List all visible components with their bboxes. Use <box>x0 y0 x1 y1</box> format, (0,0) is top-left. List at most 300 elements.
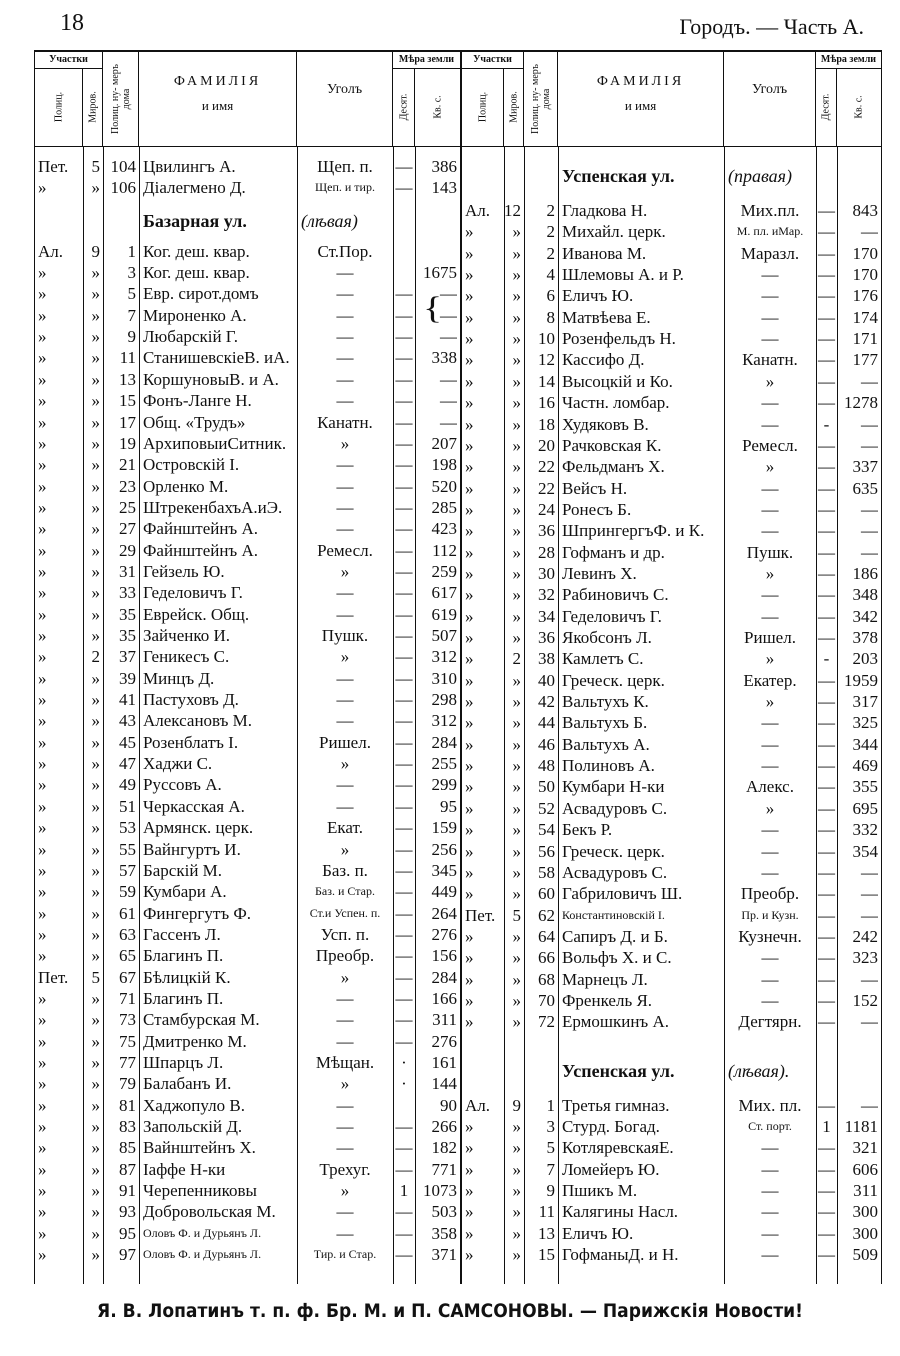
house-number: 9 <box>546 1181 555 1201</box>
desyatina: — <box>818 521 835 541</box>
corner-street: — <box>336 263 354 283</box>
magistrate-district: » <box>91 540 100 560</box>
table-row <box>462 606 881 627</box>
police-district: » <box>465 499 474 519</box>
street-side: (правая) <box>728 166 793 186</box>
desyatina: — <box>818 1159 835 1179</box>
directory-table <box>34 50 882 1284</box>
magistrate-district: » <box>512 926 521 946</box>
magistrate-district: » <box>91 1074 100 1094</box>
square-sazhen: 325 <box>852 713 878 733</box>
house-number: 33 <box>119 583 136 603</box>
house-number: 7 <box>127 305 136 325</box>
owner-name: ГофманыД. и Н. <box>562 1245 679 1265</box>
magistrate-district: » <box>512 862 521 882</box>
police-district: » <box>38 1181 47 1201</box>
corner-street: — <box>761 606 779 626</box>
corner-street: Усп. п. <box>320 924 370 944</box>
desyatina: — <box>395 369 413 389</box>
desyatina: — <box>818 307 835 327</box>
owner-name: Розенблатъ I. <box>143 732 239 752</box>
magistrate-district: » <box>512 969 521 989</box>
police-district: » <box>465 692 474 712</box>
owner-name: Пшикъ М. <box>562 1181 638 1201</box>
desyatina: — <box>818 350 835 370</box>
magistrate-district: 12 <box>504 201 521 220</box>
desyatina: — <box>818 542 835 562</box>
house-number: 2 <box>546 222 555 242</box>
police-district: » <box>38 754 47 774</box>
owner-name: Запольскій Д. <box>143 1117 243 1137</box>
table-row <box>462 627 881 648</box>
corner-street: — <box>761 756 779 776</box>
table-row <box>35 1116 460 1137</box>
house-number: 58 <box>538 862 555 882</box>
house-number: 13 <box>538 1223 555 1243</box>
desyatina: — <box>818 286 835 306</box>
police-district: » <box>38 1010 47 1030</box>
police-district: » <box>38 1223 47 1243</box>
owner-name: Дмитренко М. <box>143 1031 247 1051</box>
desyatina: — <box>818 1138 835 1158</box>
house-number: 17 <box>119 412 136 432</box>
table-row <box>35 326 460 347</box>
owner-name: Еврейск. Общ. <box>143 604 250 624</box>
magistrate-district: » <box>91 882 100 902</box>
owner-name: ШтрекенбахъА.иЭ. <box>143 497 283 517</box>
police-district: » <box>38 1053 47 1072</box>
square-sazhen: — <box>440 305 457 325</box>
table-row <box>462 969 881 990</box>
house-number: 25 <box>119 497 136 517</box>
magistrate-district: » <box>512 1159 521 1179</box>
square-sazhen: 619 <box>431 604 457 624</box>
police-district: Пет. <box>465 905 496 925</box>
owner-name: Островскій I. <box>143 455 240 475</box>
owner-name: Рабиновичъ С. <box>562 585 669 605</box>
owner-name: Черкасская А. <box>143 796 245 816</box>
square-sazhen: 355 <box>852 777 878 797</box>
owner-name: Балабанъ И. <box>143 1074 232 1094</box>
police-district: » <box>465 563 474 583</box>
police-district: » <box>38 732 47 752</box>
house-number: 73 <box>119 1010 136 1030</box>
magistrate-district: » <box>91 1053 100 1072</box>
magistrate-district: » <box>91 519 100 539</box>
table-row <box>462 414 881 435</box>
corner-street: — <box>761 393 779 413</box>
owner-name: Фингергутъ Ф. <box>143 903 252 923</box>
corner-street: — <box>336 369 354 389</box>
right-column-header <box>462 52 881 147</box>
corner-street: — <box>761 734 779 754</box>
corner-street: Баз. и Стар. <box>315 884 375 899</box>
magistrate-district: » <box>91 305 100 325</box>
table-row <box>35 1009 460 1030</box>
owner-name: Частн. ломбар. <box>562 393 670 413</box>
owner-name: Кумбари Н-ки <box>562 777 665 797</box>
house-number: 22 <box>538 478 555 498</box>
magistrate-district: » <box>512 307 521 327</box>
owner-name: Шлемовы А. и Р. <box>562 265 684 285</box>
table-row <box>35 412 460 433</box>
corner-street: » <box>340 839 350 859</box>
square-sazhen: 276 <box>431 924 457 944</box>
table-row <box>35 1137 460 1158</box>
house-number: 43 <box>119 711 136 731</box>
magistrate-district: » <box>512 1117 521 1136</box>
owner-name: Вальтухъ К. <box>562 692 649 712</box>
house-number: 10 <box>538 329 555 349</box>
desyatina: — <box>818 798 835 818</box>
corner-street: — <box>761 1181 779 1201</box>
desyatina: — <box>818 606 835 626</box>
desyatina: — <box>395 711 413 731</box>
table-row <box>462 734 881 755</box>
square-sazhen: 152 <box>852 990 878 1010</box>
police-district: » <box>38 327 47 347</box>
desyatina: — <box>818 393 835 413</box>
corner-street: — <box>336 604 354 624</box>
corner-street: — <box>761 1159 779 1179</box>
square-sazhen: 112 <box>432 540 457 560</box>
header-name-sub: и имя <box>624 98 657 113</box>
table-row <box>462 926 881 947</box>
desyatina: — <box>395 561 413 581</box>
house-number: 32 <box>538 585 555 605</box>
left-column-header <box>35 52 460 147</box>
desyatina: · <box>401 1053 407 1072</box>
magistrate-district: » <box>91 1117 100 1137</box>
square-sazhen: 358 <box>431 1223 457 1243</box>
desyatina: — <box>818 265 835 285</box>
owner-name: Геделовичъ Г. <box>562 606 662 626</box>
square-sazhen: 95 <box>440 796 457 816</box>
house-number: 91 <box>119 1181 136 1201</box>
square-sazhen: 354 <box>852 841 878 861</box>
police-district: » <box>38 775 47 795</box>
house-number: 7 <box>546 1159 555 1179</box>
square-sazhen: — <box>861 1012 878 1032</box>
square-sazhen: 338 <box>431 348 457 368</box>
magistrate-district: » <box>91 1202 100 1222</box>
desyatina: — <box>395 839 413 859</box>
house-number: 6 <box>546 286 555 306</box>
desyatina: — <box>395 497 413 517</box>
owner-name: Камлетъ С. <box>562 649 644 669</box>
square-sazhen: 695 <box>852 798 878 818</box>
desyatina: 1 <box>399 1181 409 1201</box>
corner-street: Алекс. <box>746 777 794 797</box>
corner-street: — <box>761 990 779 1010</box>
house-number: 19 <box>119 433 136 453</box>
owner-name: Иванова М. <box>562 243 647 263</box>
header-uchastki: Участки <box>462 52 523 69</box>
corner-street: — <box>336 284 354 304</box>
police-district: » <box>38 1074 47 1094</box>
corner-street: — <box>336 668 354 688</box>
magistrate-district: » <box>512 1245 521 1265</box>
corner-street: — <box>336 988 354 1008</box>
house-number: 38 <box>538 649 555 669</box>
police-district: » <box>38 178 47 198</box>
table-row <box>35 1052 460 1073</box>
owner-name: Калягины Насл. <box>562 1202 679 1222</box>
owner-name: Высоцкій и Ко. <box>562 371 673 391</box>
desyatina: — <box>395 1010 413 1030</box>
square-sazhen: 843 <box>852 201 878 220</box>
corner-street: — <box>761 286 779 306</box>
police-district: » <box>38 348 47 368</box>
police-district: » <box>465 948 474 968</box>
desyatina: — <box>818 499 835 519</box>
police-district: » <box>465 307 474 327</box>
house-number: 12 <box>538 350 555 370</box>
police-district: » <box>38 711 47 731</box>
desyatina: — <box>395 626 413 645</box>
desyatina: — <box>395 284 413 304</box>
house-number: 20 <box>538 435 555 455</box>
footer-advertisement: Я. В. Лопатинъ т. п. ф. Бр. М. и П. САМСОНОВЫ. — Парижскія Новости! <box>97 1300 803 1322</box>
magistrate-district: » <box>91 732 100 752</box>
magistrate-district: » <box>512 329 521 349</box>
house-number: 2 <box>546 243 555 263</box>
house-number: 24 <box>538 499 555 519</box>
header-corner: Уголъ <box>751 82 788 97</box>
magistrate-district: » <box>512 478 521 498</box>
magistrate-district: » <box>91 988 100 1008</box>
house-number: 2 <box>546 201 555 220</box>
desyatina: — <box>818 243 835 263</box>
magistrate-district: » <box>512 606 521 626</box>
header-name-title: ФАМИЛІЯ <box>173 74 262 89</box>
desyatina: — <box>818 862 835 882</box>
square-sazhen: 266 <box>431 1117 457 1137</box>
desyatina: — <box>395 924 413 944</box>
house-number: 35 <box>119 604 136 624</box>
square-sazhen: — <box>861 414 878 434</box>
owner-name: Полиновъ А. <box>562 756 655 776</box>
table-row <box>35 689 460 710</box>
house-number: 45 <box>119 732 136 752</box>
corner-street: Дегтярн. <box>738 1012 802 1032</box>
police-district: » <box>38 455 47 475</box>
desyatina: - <box>823 414 830 434</box>
house-number: 13 <box>119 369 136 389</box>
corner-street: — <box>336 1095 354 1115</box>
owner-name: Фонъ-Ланге Н. <box>143 391 252 411</box>
desyatina: — <box>818 1223 835 1243</box>
table-row <box>462 285 881 306</box>
square-sazhen: 606 <box>852 1159 878 1179</box>
table-row <box>462 1201 881 1222</box>
table-row <box>35 604 460 625</box>
street-side: (лѣвая). <box>728 1060 790 1081</box>
police-district: » <box>38 988 47 1008</box>
owner-name: Вальтухъ А. <box>562 734 650 754</box>
square-sazhen: 332 <box>852 820 878 840</box>
street-heading <box>462 1059 881 1083</box>
desyatina: — <box>395 775 413 795</box>
desyatina: — <box>395 476 413 496</box>
desyatina: - <box>823 649 830 669</box>
owner-name: Гассенъ Л. <box>143 924 221 944</box>
street-side: (лѣвая) <box>301 210 358 231</box>
square-sazhen: 1675 <box>423 263 457 283</box>
desyatina: — <box>818 201 835 220</box>
house-number: 3 <box>127 263 136 283</box>
owner-name: Асвадуровъ С. <box>562 862 668 882</box>
house-number: 15 <box>538 1245 555 1265</box>
police-district: » <box>38 497 47 517</box>
police-district: » <box>38 882 47 902</box>
house-number: 53 <box>119 818 136 838</box>
square-sazhen: 259 <box>431 561 457 581</box>
desyatina: — <box>395 455 413 475</box>
magistrate-district: » <box>512 798 521 818</box>
table-row <box>35 582 460 603</box>
square-sazhen: 378 <box>852 628 878 647</box>
house-number: 23 <box>119 476 136 496</box>
magistrate-district: » <box>512 286 521 306</box>
desyatina: — <box>395 754 413 774</box>
owner-name: ШпрингергъФ. и К. <box>562 521 705 541</box>
house-number: 5 <box>546 1138 555 1158</box>
magistrate-district: » <box>512 265 521 285</box>
magistrate-district: » <box>512 350 521 370</box>
house-number: 35 <box>119 626 136 645</box>
house-number: 57 <box>119 860 136 880</box>
magistrate-district: » <box>512 692 521 712</box>
corner-street: — <box>761 820 779 840</box>
police-district: » <box>38 369 47 389</box>
table-row <box>35 903 460 924</box>
square-sazhen: — <box>861 905 878 925</box>
table-row <box>462 776 881 797</box>
square-sazhen: 285 <box>431 497 457 517</box>
house-number: 79 <box>119 1074 136 1094</box>
square-sazhen: 284 <box>431 732 457 752</box>
magistrate-district: » <box>512 628 521 647</box>
square-sazhen: 174 <box>852 307 878 327</box>
police-district: » <box>465 628 474 647</box>
table-row <box>462 200 881 221</box>
magistrate-district: » <box>91 946 100 966</box>
magistrate-district: » <box>512 713 521 733</box>
square-sazhen: 159 <box>431 818 457 838</box>
corner-street: Тир. и Стар. <box>313 1247 377 1262</box>
brace-mark: { <box>423 289 443 326</box>
corner-street: — <box>336 348 354 368</box>
police-district: » <box>38 391 47 411</box>
house-number: 22 <box>538 457 555 477</box>
square-sazhen: 311 <box>432 1010 457 1030</box>
square-sazhen: 298 <box>431 690 457 710</box>
police-district: » <box>465 862 474 882</box>
house-number: 3 <box>546 1117 555 1136</box>
table-row <box>462 307 881 328</box>
house-number: 54 <box>538 820 555 840</box>
police-district: » <box>38 1245 47 1265</box>
running-head: Городъ. — Часть А. <box>679 14 864 39</box>
square-sazhen: — <box>861 521 878 541</box>
corner-street: — <box>761 841 779 861</box>
corner-street: Ремесл. <box>317 540 373 560</box>
table-row <box>35 924 460 945</box>
square-sazhen: 317 <box>852 692 878 712</box>
table-row <box>462 456 881 477</box>
police-district: » <box>465 222 474 242</box>
square-sazhen: — <box>440 391 457 411</box>
square-sazhen: 469 <box>852 756 878 776</box>
owner-name: Ломейеръ Ю. <box>562 1159 660 1179</box>
corner-street: » <box>340 647 350 667</box>
owner-name: Файнштейнъ А. <box>143 519 258 539</box>
desyatina: — <box>818 692 835 712</box>
corner-street: Ст.и Успен. п. <box>309 905 381 920</box>
table-row <box>35 454 460 475</box>
corner-street: — <box>761 521 779 541</box>
house-number: 51 <box>119 796 136 816</box>
police-district: » <box>465 350 474 370</box>
magistrate-district: » <box>512 585 521 605</box>
police-district: » <box>465 243 474 263</box>
corner-street: Ришел. <box>744 628 796 647</box>
header-house-number: Полиц. ну- меръ дома <box>109 64 132 134</box>
house-number: 28 <box>538 542 555 562</box>
magistrate-district: » <box>91 690 100 710</box>
owner-name: Матвѣева Е. <box>562 307 651 327</box>
corner-street: — <box>761 1245 779 1265</box>
magistrate-district: » <box>91 263 100 283</box>
corner-street: Ст.Пор. <box>317 241 373 261</box>
police-district: » <box>38 263 47 283</box>
magistrate-district: » <box>512 435 521 455</box>
house-number: 72 <box>538 1012 555 1032</box>
header-uchastki: Участки <box>35 52 102 69</box>
square-sazhen: 170 <box>852 265 878 285</box>
desyatina: — <box>395 604 413 624</box>
corner-street: — <box>761 499 779 519</box>
desyatina: — <box>818 884 835 904</box>
police-district: » <box>38 860 47 880</box>
owner-name: Общ. «Трудъ» <box>143 412 246 432</box>
square-sazhen: 1278 <box>844 393 878 413</box>
square-sazhen: 617 <box>431 583 457 603</box>
square-sazhen: — <box>440 284 457 304</box>
desyatina: — <box>818 1095 835 1115</box>
police-district: » <box>465 1223 474 1243</box>
table-row <box>462 883 881 904</box>
table-row <box>35 1244 460 1265</box>
police-district: » <box>38 412 47 432</box>
table-row <box>35 732 460 753</box>
header-name-sub: и имя <box>201 98 234 113</box>
owner-name: Сапиръ Д. и Б. <box>562 926 668 946</box>
header-desyat: Десят. <box>820 93 832 121</box>
table-row <box>462 264 881 285</box>
right-column <box>462 52 881 1284</box>
corner-street: — <box>761 948 779 968</box>
police-district: » <box>38 604 47 624</box>
owner-name: Гейзель Ю. <box>143 561 225 581</box>
corner-street: — <box>336 455 354 475</box>
house-number: 95 <box>119 1223 136 1243</box>
desyatina: — <box>395 647 413 667</box>
owner-name: Габриловичъ Ш. <box>562 884 683 904</box>
desyatina: — <box>395 391 413 411</box>
square-sazhen: 348 <box>852 585 878 605</box>
